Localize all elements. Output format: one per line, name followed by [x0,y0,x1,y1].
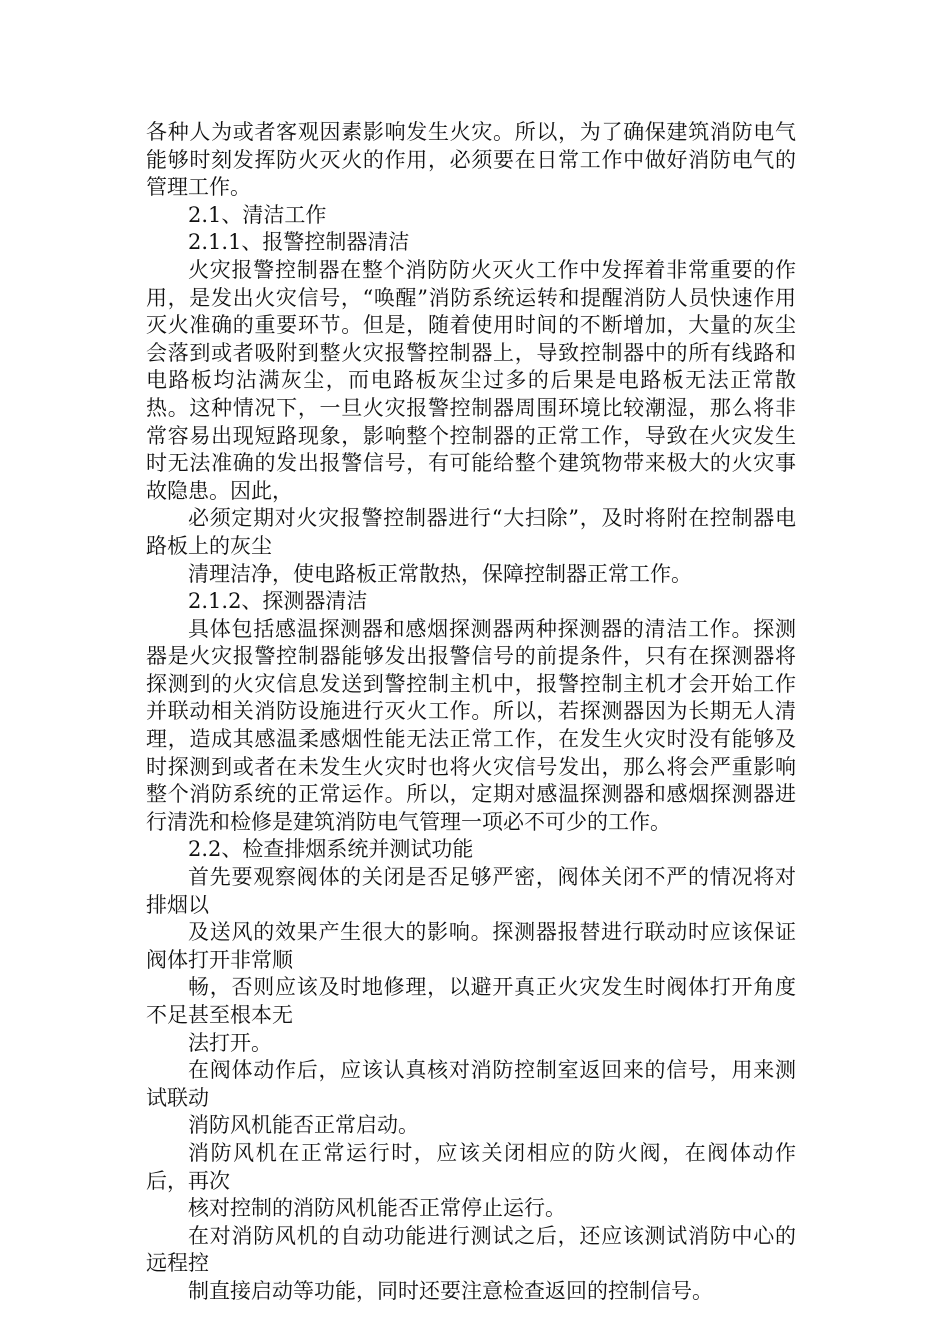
paragraph: 消防风机在正常运行时，应该关闭相应的防火阀，在阀体动作后，再次 [146,1140,796,1193]
paragraph: 在对消防风机的自动功能进行测试之后，还应该测试消防中心的远程控 [146,1223,796,1276]
paragraph: 消防风机能否正常启动。 [188,1113,419,1138]
subsection-heading: 2.1.2、探测器清洁 [188,589,368,614]
paragraph: 在阀体动作后，应该认真核对消防控制室返回来的信号，用来测试联动 [146,1058,796,1110]
paragraph: 各种人为或者客观因素影响发生火灾。所以，为了确保建筑消防电气能够时刻发挥防火灭火的作用，必须要在日常工作中做好消防电气的管理工作。 [146,120,796,200]
paragraph: 畅，否则应该及时地修理，以避开真正火灾发生时阀体打开角度不足甚至根本无 [146,975,796,1027]
paragraph: 核对控制的消防风机能否正常停止运行。 [188,1196,566,1221]
section-heading: 2.2、检查排烟系统并测试功能 [188,837,474,862]
paragraph: 清理洁净，使电路板正常散热，保障控制器正常工作。 [188,561,692,586]
section-heading: 2.1、清洁工作 [188,202,327,227]
paragraph: 法打开。 [188,1030,272,1055]
document-page [146,119,796,1306]
paragraph: 具体包括感温探测器和感烟探测器两种探测器的清洁工作。探测器是火灾报警控制器能够发出报警信号的前提条件，只有在探测器将探测到的火灾信息发送到警控制主机中，报警控制主机才会开始工作并联动相关消防设施进行灭火工作。所以，若探测器因为长期无人清理，造成其感温柔感烟性能无法正常工作，在发生火灾时没有能够及时探测到或者在未发生火灾时也将火灾信号发出，那么将会严重影响整个消防系统的正常运作。所以，定期对感温探测器和感烟探测器进行清洗和检修是建筑消防电气管理一项必不可少的工作。 [146,616,796,834]
paragraph: 必须定期对火灾报警控制器进行“大扫除”，及时将附在控制器电路板上的灰尘 [146,506,796,558]
subsection-heading: 2.1.1、报警控制器清洁 [188,230,410,255]
paragraph: 首先要观察阀体的关闭是否足够严密，阀体关闭不严的情况将对排烟以 [146,865,796,917]
paragraph: 火灾报警控制器在整个消防防火灭火工作中发挥着非常重要的作用，是发出火灾信号，“唤醒”消防系统运转和提醒消防人员快速作用灭火准确的重要环节。但是，随着使用时间的不断增加，大量的灰尘会落到或者吸附到整火灾报警控制器上，导致控制器中的所有线路和电路板均沾满灰尘，而电路板灰尘过多的后果是电路板无法正常散热。这种情况下，一旦火灾报警控制器周围环境比较潮湿，那么将非常容易出现短路现象，影响整个控制器的正常工作，导致在火灾发生时无法准确的发出报警信号，有可能给整个建筑物带来极大的火灾事故隐患。因此， [146,257,796,503]
paragraph: 及送风的效果产生很大的影响。探测器报替进行联动时应该保证阀体打开非常顺 [146,920,796,972]
paragraph: 制直接启动等功能，同时还要注意检查返回的控制信号。 [188,1278,713,1303]
